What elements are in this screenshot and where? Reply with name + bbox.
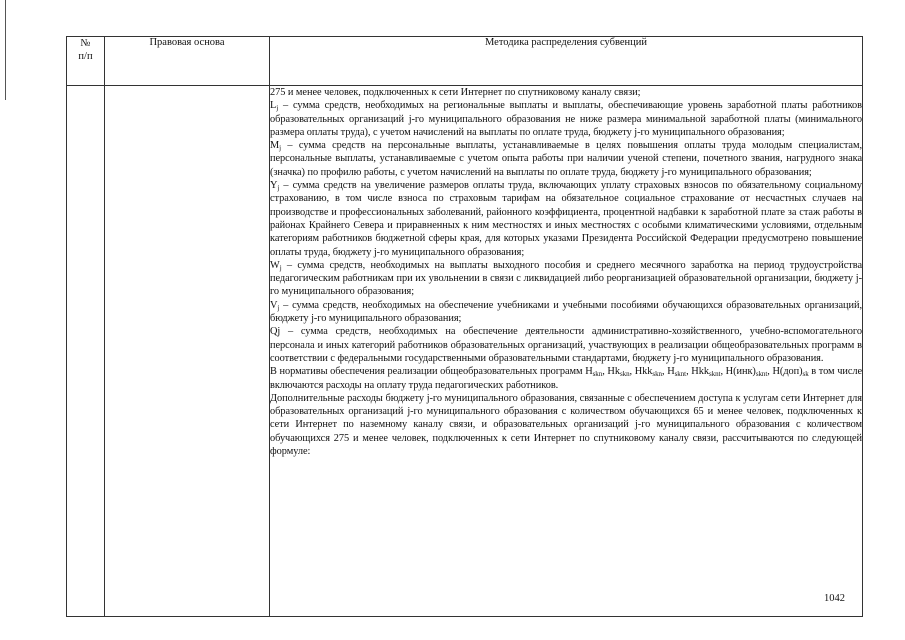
page-edge-rule <box>5 0 6 100</box>
norm-h-ink-subscript: sknt <box>755 370 768 379</box>
table-row <box>67 86 863 617</box>
norm-hkkt-subscript: sknt <box>708 370 721 379</box>
page-number: 1042 <box>824 593 845 604</box>
norm-h: H <box>585 366 593 378</box>
paragraph-v-definition <box>270 299 862 326</box>
variable-v-subscript: j <box>277 303 280 312</box>
header-methodology: Методика распределения субвенций <box>270 37 863 86</box>
paragraph-w-definition <box>270 259 862 299</box>
variable-y-subscript: j <box>277 184 280 193</box>
norm-h-subscript: skn <box>592 370 603 379</box>
table-header-row <box>67 37 863 86</box>
definition-l-text: – сумма средств, необходимых на региональные выплаты и выплаты, обеспечивающие уровень заработной платы работников образовательных организаций j-го муниципального образования не ниже размера минимальной заработной платы (минимального размера оплаты труда), с учетом начислений на выплаты по оплате труда, бюджету j-го муниципального образования; <box>270 100 862 138</box>
paragraph-continuation: 275 и менее человек, подключенных к сети Интернет по спутниковому каналу связи; <box>270 87 641 98</box>
variable-m: M <box>270 140 280 152</box>
paragraph-m-definition <box>270 139 862 179</box>
methodology-cell <box>270 86 863 617</box>
normatives-outro: в том числе включаются расходы на оплату труда педагогических работников. <box>270 366 863 391</box>
definition-v-text: – сумма средств, необходимых на обеспечение учебниками и учебными пособиями обучающихся образовательных организаций, бюджету j-го муниципального образования; <box>270 299 862 325</box>
paragraph-y-definition <box>270 179 862 259</box>
norm-h-dop: H(доп) <box>772 366 803 378</box>
norm-hk-subscript: skn <box>619 370 630 379</box>
header-number-abbrev: п/п <box>78 51 93 62</box>
norm-h-ink: H(инк) <box>725 366 756 378</box>
paragraph-l-definition <box>270 99 862 139</box>
norm-h-dop-subscript: sk <box>802 370 809 379</box>
variable-w-subscript: j <box>279 263 282 272</box>
number-cell <box>67 86 105 617</box>
norm-ht: H <box>667 366 675 378</box>
norm-ht-subscript: sknt <box>674 370 687 379</box>
variable-l: L <box>270 100 277 112</box>
norm-hk: Hk <box>607 366 620 378</box>
header-number-cell <box>67 37 105 86</box>
document-table <box>66 36 863 617</box>
variable-y: Y <box>270 180 278 192</box>
normatives-intro: В нормативы обеспечения реализации общеобразовательных программ <box>270 366 586 378</box>
norm-hkk-subscript: skn <box>652 370 662 379</box>
header-number-symbol: № <box>80 38 91 49</box>
norm-hkkt: Hkk <box>691 366 709 378</box>
variable-l-subscript: j <box>276 104 279 113</box>
definition-y-text: – сумма средств на увеличение размеров оплаты труда, включающих уплату страховых взносов по обязательному социальному страхованию, в том числе взноса по страховым тарифам на обязательное социальное страхование от несчастных случаев на производстве и профессиональных заболеваний, районного коэффициента, процентной надбавки к заработной плате за стаж работы в районах Крайнего Севера и приравненных к ним местностях и иных местностях с особыми климатическими условиями, отдельным категориям работников бюджетной сферы края, для которых указами Президента Российской Федерации предусмотрено повышение оплаты труда, бюджету j-го муниципального образования; <box>270 180 862 258</box>
legal-basis-cell <box>105 86 270 617</box>
definition-w-text: – сумма средств, необходимых на выплаты выходного пособия и среднего месячного заработка на период трудоустройства педагогическим работникам при их увольнении в связи с ликвидацией либо реорганизацией образовательной организации, бюджету j-го муниципального образования; <box>270 259 862 298</box>
header-legal-basis: Правовая основа <box>105 37 270 86</box>
paragraph-normatives: В нормативы обеспечения реализации общеобразовательных программ $H_{skn}$, $Hk_{skn}$, Hkk$_{skn}$, $H_{sknt}$, Hkk$_{sknt}$, $H(инк)_{sknt}$, $H(доп)_{sk}$ в том числе включаются расходы на оплату труда педагогических работников. <box>270 366 863 391</box>
variable-v: V <box>270 299 278 311</box>
paragraph-additional-expenses: Дополнительные расходы бюджету j-го муниципального образования, связанные с обеспечением доступа к услугам сети Интернет для образовательных организаций j-го муниципального образования с количеством обучающихся 65 и менее человек, подключенных к сети Интернет по наземному каналу связи, и образовательных организаций j-го муниципального образования с количеством обучающихся 275 и менее человек, подключенных к сети Интернет по спутниковому каналу связи, рассчитываются по следующей формуле: <box>270 392 862 458</box>
norm-hkk: Hkk <box>634 366 653 378</box>
paragraph-q-definition: Qj – сумма средств, необходимых на обеспечение деятельности административно-хозяйственного, учебно-вспомогательного персонала и иных категорий работников образовательных организаций, участвующих в реализации общеобразовательных программ в соответствии с федеральными государственными образовательными стандартами, бюджету j-го муниципального образования. <box>270 326 862 364</box>
variable-w: W <box>270 259 280 271</box>
definition-m-text: – сумма средств на персональные выплаты, устанавливаемые в целях повышения оплаты труда молодым специалистам, персональные выплаты, устанавливаемые с учетом опыта работы при наличии ученой степени, почетного звания, нагрудного знака (значка) по профилю работы, с учетом начислений на выплаты по оплате труда, бюджету j-го муниципального образования; <box>270 140 862 178</box>
variable-m-subscript: j <box>279 144 282 153</box>
